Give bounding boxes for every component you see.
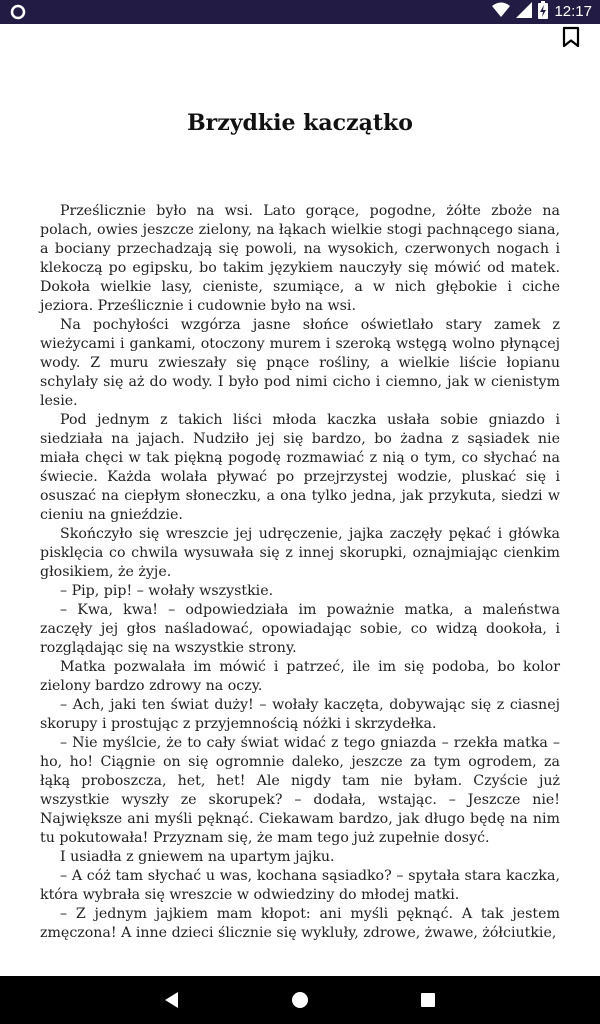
paragraph: – Nie myślcie, że to cały świat widać z tego gniazda – rzekła matka – ho, ho! Ciągnie on się ogromnie daleko, jeszcze za tym ogrodem, za łąką proboszcza, het, het! Ale nigdy tam nie byłam. Czyście już wszystkie wyszły ze skorupek? – dodała, wstając. – Jeszcze nie! Największe ani myśli pęknąć. Ciekawam bardzo, jak długo będę na nim tu pokutowała! Przyznam się, że mam tego już zupełnie dosyć. [40, 735, 560, 846]
book-text [40, 202, 560, 943]
paragraph: – A cóż tam słychać u was, kochana sąsiadko? – spytała stara kaczka, która wybrała się wreszcie w odwiedziny do młodej matki. [40, 868, 560, 903]
paragraph: Skończyło się wreszcie jej udręczenie, jajka zaczęły pękać i główka pisklęcia co chwila wysuwała się z innej skorupki, oznajmiając cienkim głosikiem, że żyje. [40, 526, 560, 580]
wifi-icon [492, 2, 510, 23]
status-time: 12:17 [554, 3, 592, 20]
paragraph: Matka pozwalała im mówić i patrzeć, ile im się podoba, bo kolor zielony bardzo zdrowy na oczy. [40, 659, 560, 694]
signal-icon [516, 2, 532, 23]
paragraph: – Pip, pip! – wołały wszystkie. [60, 583, 274, 599]
chapter-title: Brzydkie kaczątko [187, 110, 413, 136]
paragraph: Prześlicznie było na wsi. Lato gorące, pogodne, żółte zboże na polach, owies jeszcze zielony, na łąkach wielkie stogi pachnącego siana, a bociany przechadzają się powoli, na wysokich, czerwonych nogach i klekoczą po egipsku, bo takim językiem nauczyły się mówić od matek. Dokoła wielkie lasy, cieniste, szumiące, a w nich głębokie i ciche jeziora. Prześlicznie i cudownie było na wsi. [40, 203, 560, 314]
home-circle-icon[interactable] [260, 976, 340, 1024]
navigation-bar [0, 976, 600, 1024]
back-triangle-icon[interactable] [132, 976, 212, 1024]
recents-square-icon[interactable] [388, 976, 468, 1024]
paragraph: – Kwa, kwa! – odpowiedziała im poważnie matka, a maleństwa zaczęły jej głos naśladować, opowiadając sobie, co widzą dookoła, i rozglądając się na wszystkie strony. [40, 602, 560, 656]
bookmark-icon[interactable] [562, 26, 580, 48]
status-bar [0, 0, 600, 24]
battery-charging-icon [538, 1, 548, 24]
paragraph: Pod jednym z takich liści młoda kaczka usłała sobie gniazdo i siedziała na jajach. Nudziło jej się bardzo, bo żadna z sąsiadek nie miała chęci w tak piękną pogodę rozmawiać z nią o tym, co słychać na świecie. Każda wolała pływać po przejrzystej wodzie, pluskać się i osuszać na ciepłym słoneczku, a ona tylko jedna, jak przykuta, siedzi w cieniu na gnieździe. [40, 412, 560, 523]
paragraph: – Z jednym jajkiem mam kłopot: ani myśli pęknąć. A tak jestem zmęczona! A inne dzieci ślicznie się wykluły, zdrowe, żwawe, żółciutkie, [40, 906, 560, 941]
notification-circle-icon [10, 4, 26, 20]
paragraph: I usiadła z gniewem na upartym jajku. [60, 849, 335, 865]
paragraph: – Ach, jaki ten świat duży! – wołały kaczęta, dobywając się z ciasnej skorupy i prostując z przyjemnością nóżki i skrzydełka. [40, 697, 560, 732]
paragraph: Na pochyłości wzgórza jasne słońce oświetlało stary zamek z wieżycami i gankami, otoczony murem i szeroką wstęgą wolno płynącej wody. Z muru zwieszały się pnące rośliny, a wielkie liście łopianu schylały się aż do wody. I było pod nimi cicho i ciemno, jak w cienistym lesie. [40, 317, 560, 409]
